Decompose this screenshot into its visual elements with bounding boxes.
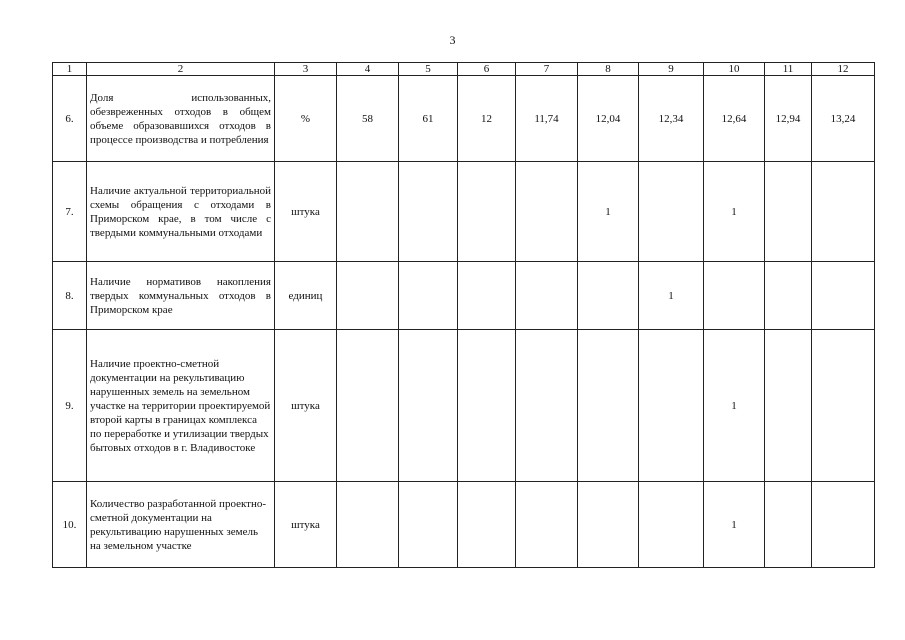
value-cell [458,330,516,482]
value-cell [337,262,399,330]
indicator-description: Доля использованных, обезвреженных отходов в общем объеме образовавшихся отходов в процессе производства и потребления [87,76,275,162]
value-cell [765,162,812,262]
value-cell [812,162,875,262]
column-header: 3 [275,63,337,76]
value-cell [516,482,578,568]
value-cell [337,162,399,262]
table-row [53,482,875,568]
column-header: 4 [337,63,399,76]
value-cell: 1 [704,330,765,482]
value-cell: 61 [399,76,458,162]
value-cell [516,162,578,262]
column-header: 5 [399,63,458,76]
value-cell [458,162,516,262]
value-cell [578,482,639,568]
value-cell [399,162,458,262]
value-cell [399,482,458,568]
value-cell: 12,34 [639,76,704,162]
table-row [53,162,875,262]
value-cell: 1 [704,162,765,262]
indicator-description: Наличие актуальной территориальной схемы обращения с отходами в Приморском крае, в том числе с твердыми коммунальными отходами [87,162,275,262]
row-number: 10. [53,482,87,568]
value-cell [765,262,812,330]
column-header: 10 [704,63,765,76]
table-row [53,262,875,330]
value-cell [812,482,875,568]
value-cell [337,482,399,568]
value-cell [639,330,704,482]
value-cell [578,262,639,330]
column-header: 11 [765,63,812,76]
column-number-header [53,63,875,76]
table-row [53,330,875,482]
column-header: 2 [87,63,275,76]
value-cell [337,330,399,482]
value-cell: 1 [578,162,639,262]
column-header: 6 [458,63,516,76]
value-cell: 11,74 [516,76,578,162]
value-cell [639,482,704,568]
row-number: 9. [53,330,87,482]
value-cell [458,262,516,330]
column-header: 9 [639,63,704,76]
table-row [53,76,875,162]
value-cell: 12,94 [765,76,812,162]
value-cell [812,330,875,482]
value-cell [765,330,812,482]
indicator-description: Наличие проектно-сметной документации на рекультивацию нарушенных земель на земельном участке на территории проектируемой второй карты в границах комплекса по переработке и утилизации твердых бытовых отходов в г. Владивостоке [87,330,275,482]
value-cell: 12,64 [704,76,765,162]
value-cell: 13,24 [812,76,875,162]
value-cell [704,262,765,330]
unit-cell: штука [275,482,337,568]
value-cell: 1 [639,262,704,330]
unit-cell: штука [275,330,337,482]
column-header: 7 [516,63,578,76]
value-cell [399,262,458,330]
value-cell [516,262,578,330]
value-cell [812,262,875,330]
row-number: 6. [53,76,87,162]
value-cell: 1 [704,482,765,568]
unit-cell: штука [275,162,337,262]
indicators-table [52,62,875,568]
value-cell [399,330,458,482]
page-number: 3 [449,33,456,47]
value-cell: 12,04 [578,76,639,162]
unit-cell: единиц [275,262,337,330]
unit-cell: % [275,76,337,162]
value-cell: 58 [337,76,399,162]
value-cell [578,330,639,482]
value-cell: 12 [458,76,516,162]
indicator-description: Количество разработанной проектно-сметной документации на рекультивацию нарушенных земель на земельном участке [87,482,275,568]
value-cell [458,482,516,568]
value-cell [639,162,704,262]
value-cell [765,482,812,568]
column-header: 1 [53,63,87,76]
indicator-description: Наличие нормативов накопления твердых коммунальных отходов в Приморском крае [87,262,275,330]
value-cell [516,330,578,482]
column-header: 8 [578,63,639,76]
row-number: 8. [53,262,87,330]
column-header: 12 [812,63,875,76]
row-number: 7. [53,162,87,262]
